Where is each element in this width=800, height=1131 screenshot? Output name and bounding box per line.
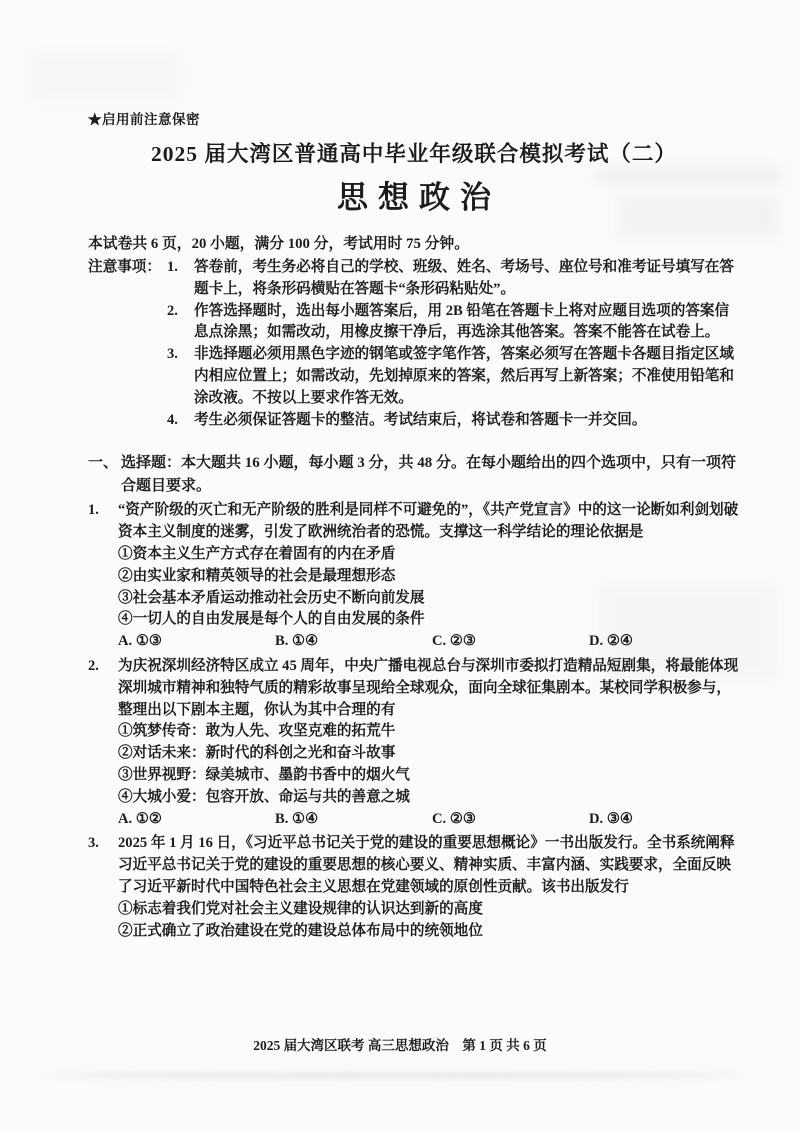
- question-subitem: ②正式确立了政治建设在党的建设总体布局中的统领地位: [118, 922, 483, 939]
- question-number: 3.: [88, 835, 99, 852]
- question-subitem: ③社会基本矛盾运动推动社会历史不断向前发展: [118, 589, 425, 606]
- question-number: 2.: [88, 657, 99, 674]
- question-body: [118, 500, 740, 653]
- question-subitems: [118, 544, 740, 631]
- choice-option: C. ②③: [432, 633, 477, 650]
- page-content: [88, 108, 740, 942]
- choice-option: D. ③④: [589, 810, 634, 827]
- paper-info: 本试卷共 6 页，20 小题，满分 100 分，考试用时 75 分钟。: [88, 236, 470, 252]
- choice-option: B. ①④: [275, 633, 319, 650]
- question-subitem: ①资本主义生产方式存在着固有的内在矛盾: [118, 545, 396, 562]
- secrecy-notice: ★启用前注意保密: [88, 112, 200, 127]
- choice-option: A. ①②: [118, 810, 163, 827]
- question-subitem: ④一切人的自由发展是每个人的自由发展的条件: [118, 611, 425, 628]
- question-choices: [118, 631, 740, 653]
- section-header: [88, 452, 740, 497]
- question-stem: 为庆祝深圳经济特区成立 45 周年，中央广播电视总台与深圳市委拟打造精品短剧集，将最能体现深圳城市精神和独特气质的精彩故事呈现给全球观众，面向全球征集剧本。某校同学积极参与，整理出以下剧本主题，你认为其中合理的有: [118, 657, 739, 718]
- question-subitem: ④大城小爱：包容开放、命运与共的善意之城: [118, 788, 410, 805]
- question: [88, 500, 740, 653]
- exam-title: 2025 届大湾区普通高中毕业年级联合模拟考试（二）: [151, 142, 677, 166]
- notice-text: 非选择题必须用黑色字迹的钢笔或签字笔作答，答案必须写在答题卡各题目指定区域内相应位置上；如需改动，先划掉原来的答案，然后再写上新答案；不准使用铅笔和涂改液。不按以上要求作答无效。: [194, 346, 734, 406]
- choice-option: A. ①③: [118, 633, 163, 650]
- question-choices: [118, 809, 740, 831]
- question-number: 1.: [88, 502, 99, 519]
- question: [88, 833, 740, 942]
- notice-number: 1.: [167, 259, 178, 275]
- question-subitems: [118, 721, 740, 808]
- question-subitem: ②由实业家和精英领导的社会是最理想形态: [118, 567, 396, 584]
- notice-number: 3.: [167, 346, 178, 363]
- question: [88, 656, 740, 830]
- notice-block: [88, 257, 740, 431]
- notice-item: [167, 344, 740, 409]
- notices-list: [167, 257, 740, 431]
- notice-number: 4.: [167, 411, 178, 428]
- choice-option: C. ②③: [432, 810, 477, 827]
- notice-text: 答卷前，考生务必将自己的学校、班级、姓名、考场号、座位号和准考证号填写在答题卡上，将条形码横贴在答题卡“条形码粘贴处”。: [194, 259, 734, 297]
- question-stem: “资产阶级的灭亡和无产阶级的胜利是同样不可避免的”，《共产党宣言》中的这一论断如利剑划破资本主义制度的迷雾，引发了欧洲统治者的恐慌。支撑这一科学结论的理论依据是: [118, 502, 739, 541]
- questions-list: [88, 500, 740, 942]
- choice-option: D. ②④: [589, 633, 634, 650]
- notice-text: 考生必须保证答题卡的整洁。考试结束后，将试卷和答题卡一并交回。: [194, 411, 647, 428]
- question-subitems: [118, 899, 740, 943]
- subject-title: 思想政治: [337, 180, 501, 215]
- scan-artifact: [45, 1072, 745, 1079]
- question-subitem: ②对话未来：新时代的科创之光和奋斗故事: [118, 745, 396, 762]
- notice-number: 2.: [167, 302, 178, 319]
- question-subitem: ①标志着我们党对社会主义建设规律的认识达到新的高度: [118, 900, 483, 917]
- notice-label: 注意事项：: [88, 259, 161, 275]
- section-marker: 一、: [88, 455, 119, 472]
- footer-text: 2025 届大湾区联考 高三思想政治 第 1 页 共 6 页: [253, 1038, 547, 1053]
- question-stem: 2025 年 1 月 16 日，《习近平总书记关于党的建设的重要思想概论》一书出版发行。全书系统阐释习近平总书记关于党的建设的重要思想的核心要义、精神实质、丰富内涵、实践要求，全面反映了习近平新时代中国特色社会主义思想在党建领域的原创性贡献。该书出版发行: [118, 835, 735, 895]
- notice-item: [167, 301, 740, 345]
- notice-item: [167, 257, 740, 301]
- question-subitem: ①筑梦传奇：敢为人先、攻坚克难的拓荒牛: [118, 723, 396, 740]
- notice-item: [167, 410, 740, 432]
- section-text: 选择题：本大题共 16 小题，每小题 3 分，共 48 分。在每小题给出的四个选项中，只有一项符合题目要求。: [121, 455, 737, 494]
- scan-artifact: [30, 55, 180, 100]
- notice-text: 作答选择题时，选出每小题答案后，用 2B 铅笔在答题卡上将对应题目选项的答案信息点涂黑；如需改动，用橡皮擦干净后，再选涂其他答案。答案不能答在试卷上。: [194, 302, 730, 341]
- choice-option: B. ①④: [275, 810, 319, 827]
- question-body: [118, 833, 740, 942]
- question-subitem: ③世界视野：绿美城市、墨韵书香中的烟火气: [118, 766, 410, 783]
- question-body: [118, 656, 740, 830]
